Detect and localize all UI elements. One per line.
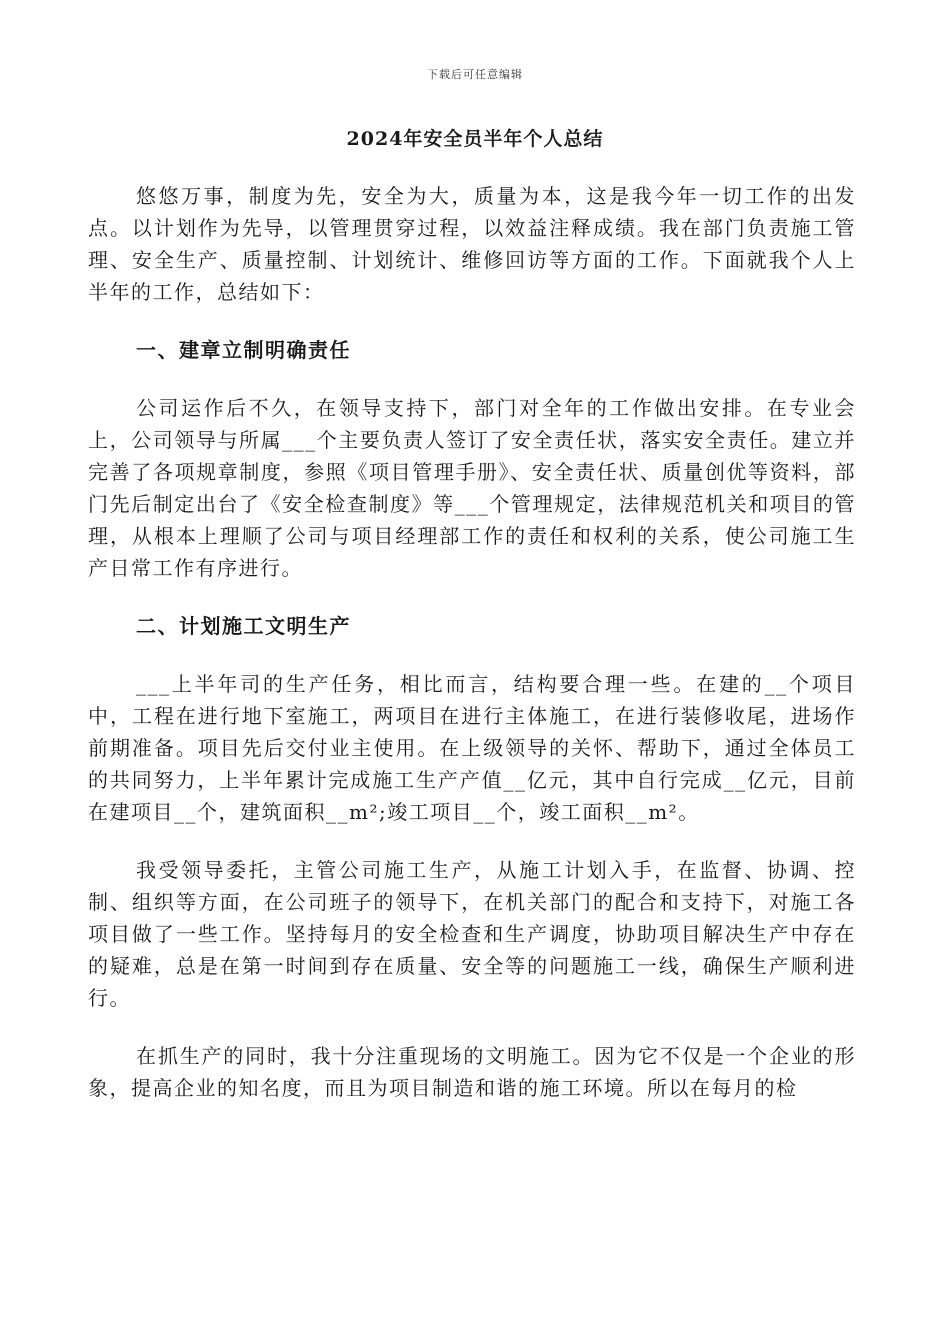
section-1-paragraph: 公司运作后不久，在领导支持下，部门对全年的工作做出安排。在专业会上，公司领导与所属___个主要负责人签订了安全责任状，落实安全责任。建立并完善了各项规章制度，参照《项目管理手册》、安全责任状、质量创优等资料，部门先后制定出台了《安全检查制度》等___个管理规定，法律规范机关和项目的管理，从根本上理顺了公司与项目经理部工作的责任和权利的关系，使公司施工生产日常工作有序进行。 (88, 396, 856, 580)
section-2-paragraph-1: ___上半年司的生产任务，相比而言，结构要合理一些。在建的__个项目中，工程在进行地下室施工，两项目在进行主体施工，在进行装修收尾，进场作前期准备。项目先后交付业主使用。在上级领导的关怀、帮助下，通过全体员工的共同努力，上半年累计完成施工生产产值__亿元，其中自行完成__亿元，目前在建项目__个，建筑面积__m²;竣工项目__个，竣工面积__m²。 (88, 672, 856, 824)
section-2-heading: 二、计划施工文明生产 (136, 614, 351, 638)
section-2-paragraph-2: 我受领导委托，主管公司施工生产，从施工计划入手，在监督、协调、控制、组织等方面，在公司班子的领导下，在机关部门的配合和支持下，对施工各项目做了一些工作。坚持每月的安全检查和生产调度，协助项目解决生产中存在的疑难，总是在第一时间到存在质量、安全等的问题施工一线，确保生产顺利进行。 (88, 858, 856, 1010)
intro-paragraph: 悠悠万事，制度为先，安全为大，质量为本，这是我今年一切工作的出发点。以计划作为先导，以管理贯穿过程，以效益注释成绩。我在部门负责施工管理、安全生产、质量控制、计划统计、维修回访等方面的工作。下面就我个人上半年的工作，总结如下： (88, 184, 856, 304)
document-body (88, 180, 856, 1104)
document-title: 2024年安全员半年个人总结 (346, 128, 604, 150)
header-note: 下载后可任意编辑 (427, 68, 523, 81)
section-2-paragraph-3: 在抓生产的同时，我十分注重现场的文明施工。因为它不仅是一个企业的形象，提高企业的知名度，而且为项目制造和谐的施工环境。所以在每月的检 (88, 1044, 856, 1100)
section-1-heading: 一、建章立制明确责任 (136, 338, 351, 362)
